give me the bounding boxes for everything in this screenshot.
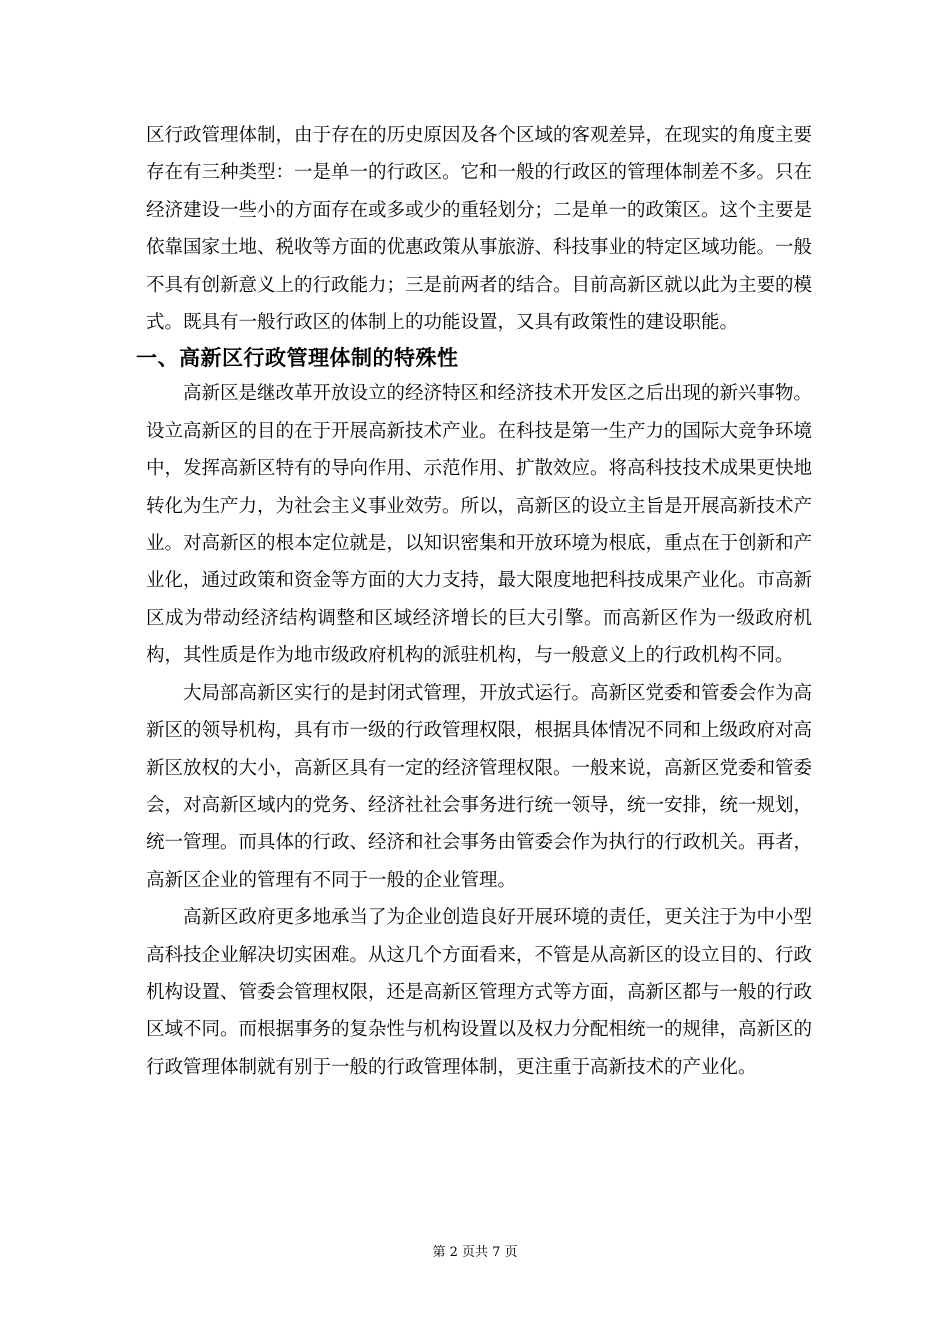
page-number-footer: 第 2 页共 7 页 <box>432 1245 518 1260</box>
section-paragraph-3: 高新区政府更多地承当了为企业创造良好开展环境的责任，更关注于为中小型高科技企业解决切实困难。从这几个方面看来，不管是从高新区的设立目的、行政机构设置、管委会管理权限，还是高新区管理方式等方面，高新区都与一般的行政区域不同。而根据事务的复杂性与机构设置以及权力分配相统一的规律，高新区的行政管理体制就有别于一般的行政管理体制，更注重于高新技术的产业化。 <box>146 907 813 1078</box>
section-heading: 一、高新区行政管理体制的特殊性 <box>136 346 459 371</box>
section-paragraph-2: 大局部高新区实行的是封闭式管理，开放式运行。高新区党委和管委会作为高新区的领导机构，具有市一级的行政管理权限，根据具体情况不同和上级政府对高新区放权的大小，高新区具有一定的经济管理权限。一般来说，高新区党委和管委会，对高新区域内的党务、经济社社会事务进行统一领导，统一安排，统一规划，统一管理。而具体的行政、经济和社会事务由管委会作为执行的行政机关。再者，高新区企业的管理有不同于一般的企业管理。 <box>146 682 813 891</box>
section-paragraph-1: 高新区是继改革开放设立的经济特区和经济技术开发区之后出现的新兴事物。设立高新区的目的在于开展高新技术产业。在科技是第一生产力的国际大竞争环境中，发挥高新区特有的导向作用、示范作用、扩散效应。将高科技技术成果更快地转化为生产力，为社会主义事业效劳。所以，高新区的设立主旨是开展高新技术产业。对高新区的根本定位就是，以知识密集和开放环境为根底，重点在于创新和产业化，通过政策和资金等方面的大力支持，最大限度地把科技成果产业化。市高新区成为带动经济结构调整和区域经济增长的巨大引擎。而高新区作为一级政府机构，其性质是作为地市级政府机构的派驻机构，与一般意义上的行政机构不同。 <box>146 383 813 667</box>
page-body <box>136 117 813 1086</box>
intro-paragraph: 区行政管理体制，由于存在的历史原因及各个区域的客观差异，在现实的角度主要存在有三种类型：一是单一的行政区。它和一般的行政区的管理体制差不多。只在经济建设一些小的方面存在或多或少的重轻划分；二是单一的政策区。这个主要是依靠国家土地、税收等方面的优惠政策从事旅游、科技事业的特定区域功能。一般不具有创新意义上的行政能力；三是前两者的结合。目前高新区就以此为主要的模式。既具有一般行政区的体制上的功能设置，又具有政策性的建设职能。 <box>146 125 813 334</box>
